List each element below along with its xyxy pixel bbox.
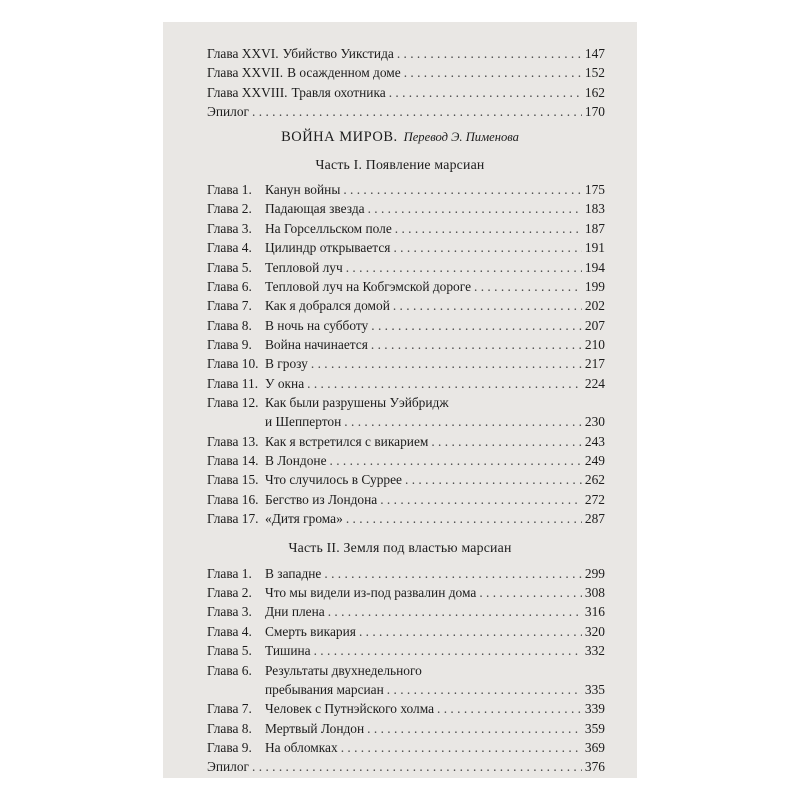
toc-entry-continuation (207, 412, 605, 432)
page-number: 162 (584, 84, 605, 100)
leader-dots (341, 738, 582, 758)
page-number: 202 (584, 298, 605, 314)
page-number: 316 (584, 604, 605, 620)
toc-entry (207, 180, 605, 200)
page-number: 175 (584, 182, 605, 198)
toc-entry (207, 564, 605, 584)
page-number: 224 (584, 375, 605, 391)
page-number: 170 (584, 104, 605, 120)
book-page (163, 22, 637, 778)
chapter-title: Тепловой луч (265, 259, 343, 275)
toc-entry (207, 335, 605, 355)
toc-entry (207, 622, 605, 642)
chapter-label: Глава 17. (207, 511, 259, 527)
chapter-label: Глава XXVII. (207, 65, 284, 81)
page-number: 249 (584, 453, 605, 468)
toc-entry (207, 44, 605, 64)
page-number: 243 (584, 433, 605, 449)
leader-dots (314, 641, 582, 661)
toc-entry (207, 699, 605, 719)
toc-entry (207, 509, 605, 529)
toc-entry (207, 393, 605, 413)
chapter-label: Глава 8. (207, 317, 252, 333)
chapter-title: Смерть викария (265, 623, 356, 639)
chapter-title: Что мы видели из-под развалин дома (265, 585, 477, 601)
toc-entry (207, 277, 605, 297)
toc-entry (207, 63, 605, 83)
chapter-label: Глава 16. (207, 491, 259, 507)
leader-dots (324, 564, 582, 584)
chapter-title: Падающая звезда (265, 201, 365, 217)
part-title: Часть I. Появление марсиан (315, 156, 485, 172)
chapter-label: Глава 9. (207, 336, 252, 352)
page-number: 262 (584, 472, 605, 488)
leader-dots (346, 509, 582, 529)
page-number: 335 (584, 681, 605, 697)
toc-entry (207, 583, 605, 603)
chapter-label: Глава 3. (207, 220, 252, 236)
toc-entry (207, 219, 605, 239)
toc-entry (207, 374, 605, 394)
chapter-title: Что случилось в Суррее (265, 472, 402, 488)
leader-dots (380, 490, 582, 510)
page-number: 217 (584, 356, 605, 372)
chapter-title: Тишина (265, 643, 311, 659)
chapter-title: В западне (265, 565, 322, 581)
page-number: 339 (584, 701, 605, 717)
translator-credit: Перевод Э. Пименова (403, 130, 519, 145)
page-number: 359 (584, 720, 605, 736)
chapter-title-continuation: и Шеппертон (265, 414, 342, 430)
chapter-title: Как я встретился с викарием (265, 433, 429, 449)
chapter-title: На обломках (265, 739, 338, 755)
chapter-label: Глава XXVIII. (207, 84, 288, 100)
leader-dots (393, 238, 581, 258)
toc-entry (207, 661, 605, 681)
chapter-title: В Лондоне (265, 453, 327, 468)
page-number: 272 (584, 491, 605, 507)
page-number: 152 (584, 65, 605, 81)
toc-entry (207, 490, 605, 510)
chapter-title: В ночь на субботу (265, 317, 369, 333)
leader-dots (404, 63, 582, 83)
leader-dots (368, 199, 582, 219)
chapter-label: Глава 5. (207, 259, 252, 275)
leader-dots (344, 412, 582, 432)
section-title (163, 127, 637, 147)
chapter-title: Война начинается (265, 336, 368, 352)
chapter-label: Глава 1. (207, 182, 252, 198)
toc-entry (207, 83, 605, 103)
section-name: ВОЙНА МИРОВ. (281, 129, 398, 146)
chapter-title: Канун войны (265, 182, 341, 198)
page-number: 299 (584, 565, 605, 581)
chapter-title: Тепловой луч на Кобгэмской дороге (265, 278, 472, 294)
leader-dots (371, 316, 582, 336)
chapter-label: Эпилог (207, 104, 250, 120)
chapter-label: Глава 7. (207, 701, 252, 717)
page-number: 187 (584, 220, 605, 236)
page-number: 308 (584, 585, 605, 601)
chapter-title: Травля охотника (291, 84, 386, 100)
leader-dots (405, 470, 582, 490)
leader-dots (359, 622, 582, 642)
toc-entry (207, 102, 605, 122)
chapter-label: Глава 6. (207, 662, 252, 678)
chapter-title: На Горселльском поле (265, 220, 392, 236)
toc-entry (207, 719, 605, 739)
leader-dots (431, 432, 582, 452)
chapter-label: Глава 5. (207, 643, 252, 659)
chapter-title-continuation: пребывания марсиан (265, 681, 384, 697)
chapter-label: Глава 10. (207, 356, 259, 372)
chapter-title: Цилиндр открывается (265, 240, 391, 256)
toc-entry-continuation (207, 680, 605, 700)
chapter-label: Глава 1. (207, 565, 252, 581)
page-number: 230 (584, 414, 605, 430)
page-number: 320 (584, 623, 605, 639)
toc-entry (207, 451, 605, 471)
chapter-title: Как были разрушены Уэйбридж (265, 394, 449, 410)
leader-dots (395, 219, 582, 239)
chapter-label: Глава XXVI. (207, 46, 279, 61)
leader-dots (393, 296, 582, 316)
toc-entry (207, 316, 605, 336)
toc-entry (207, 296, 605, 316)
part-title: Часть II. Земля под властью марсиан (288, 540, 512, 556)
chapter-title: Результаты двухнедельного (265, 662, 422, 678)
leader-dots (397, 44, 582, 64)
chapter-title: Бегство из Лондона (265, 491, 378, 507)
leader-dots (311, 354, 582, 374)
leader-dots (330, 451, 582, 471)
leader-dots (389, 83, 582, 103)
page-number: 207 (584, 317, 605, 333)
chapter-label: Глава 6. (207, 278, 252, 294)
page-number: 147 (584, 46, 605, 61)
page-number: 376 (584, 759, 605, 775)
chapter-title: Как я добрался домой (265, 298, 390, 314)
toc-entry (207, 432, 605, 452)
page-number: 191 (584, 240, 605, 256)
page-number: 183 (584, 201, 605, 217)
chapter-label: Глава 13. (207, 433, 259, 449)
leader-dots (343, 180, 582, 200)
toc-entry (207, 199, 605, 219)
leader-dots (437, 699, 582, 719)
chapter-title: Дни плена (265, 604, 325, 620)
chapter-title: В грозу (265, 356, 308, 372)
chapter-title: «Дитя грома» (265, 511, 343, 527)
page-number: 210 (584, 336, 605, 352)
toc-entry (207, 641, 605, 661)
chapter-title: В осажденном доме (287, 65, 401, 81)
chapter-title: Мертвый Лондон (265, 720, 365, 736)
toc-entry (207, 602, 605, 622)
toc-entry (207, 757, 605, 777)
chapter-label: Глава 12. (207, 394, 259, 410)
toc-entry (207, 258, 605, 278)
page-number: 199 (584, 278, 605, 294)
page-number: 332 (584, 643, 605, 659)
chapter-label: Глава 8. (207, 720, 252, 736)
chapter-label: Глава 2. (207, 585, 252, 601)
page-number: 287 (584, 511, 605, 527)
chapter-label: Глава 9. (207, 739, 252, 755)
leader-dots (387, 680, 582, 700)
chapter-label: Глава 2. (207, 201, 252, 217)
leader-dots (328, 602, 582, 622)
toc-entry (207, 470, 605, 490)
toc-entry (207, 238, 605, 258)
leader-dots (252, 757, 582, 777)
chapter-title: Убийство Уикстида (282, 46, 394, 61)
chapter-label: Глава 11. (207, 375, 259, 391)
toc-entry (207, 354, 605, 374)
leader-dots (479, 583, 582, 603)
chapter-label: Глава 14. (207, 453, 259, 468)
leader-dots (367, 719, 582, 739)
leader-dots (474, 277, 582, 297)
chapter-label: Глава 4. (207, 623, 252, 639)
page-number: 194 (584, 259, 605, 275)
leader-dots (371, 335, 582, 355)
leader-dots (307, 374, 582, 394)
leader-dots (346, 258, 582, 278)
chapter-label: Глава 3. (207, 604, 252, 620)
chapter-title: У окна (265, 375, 305, 391)
page-number: 369 (584, 739, 605, 755)
chapter-label: Глава 15. (207, 472, 259, 488)
leader-dots (252, 102, 582, 122)
chapter-label: Глава 7. (207, 298, 252, 314)
toc-entry (207, 738, 605, 758)
chapter-label: Эпилог (207, 759, 250, 775)
chapter-title: Человек с Путнэйского холма (265, 701, 435, 717)
chapter-label: Глава 4. (207, 240, 252, 256)
